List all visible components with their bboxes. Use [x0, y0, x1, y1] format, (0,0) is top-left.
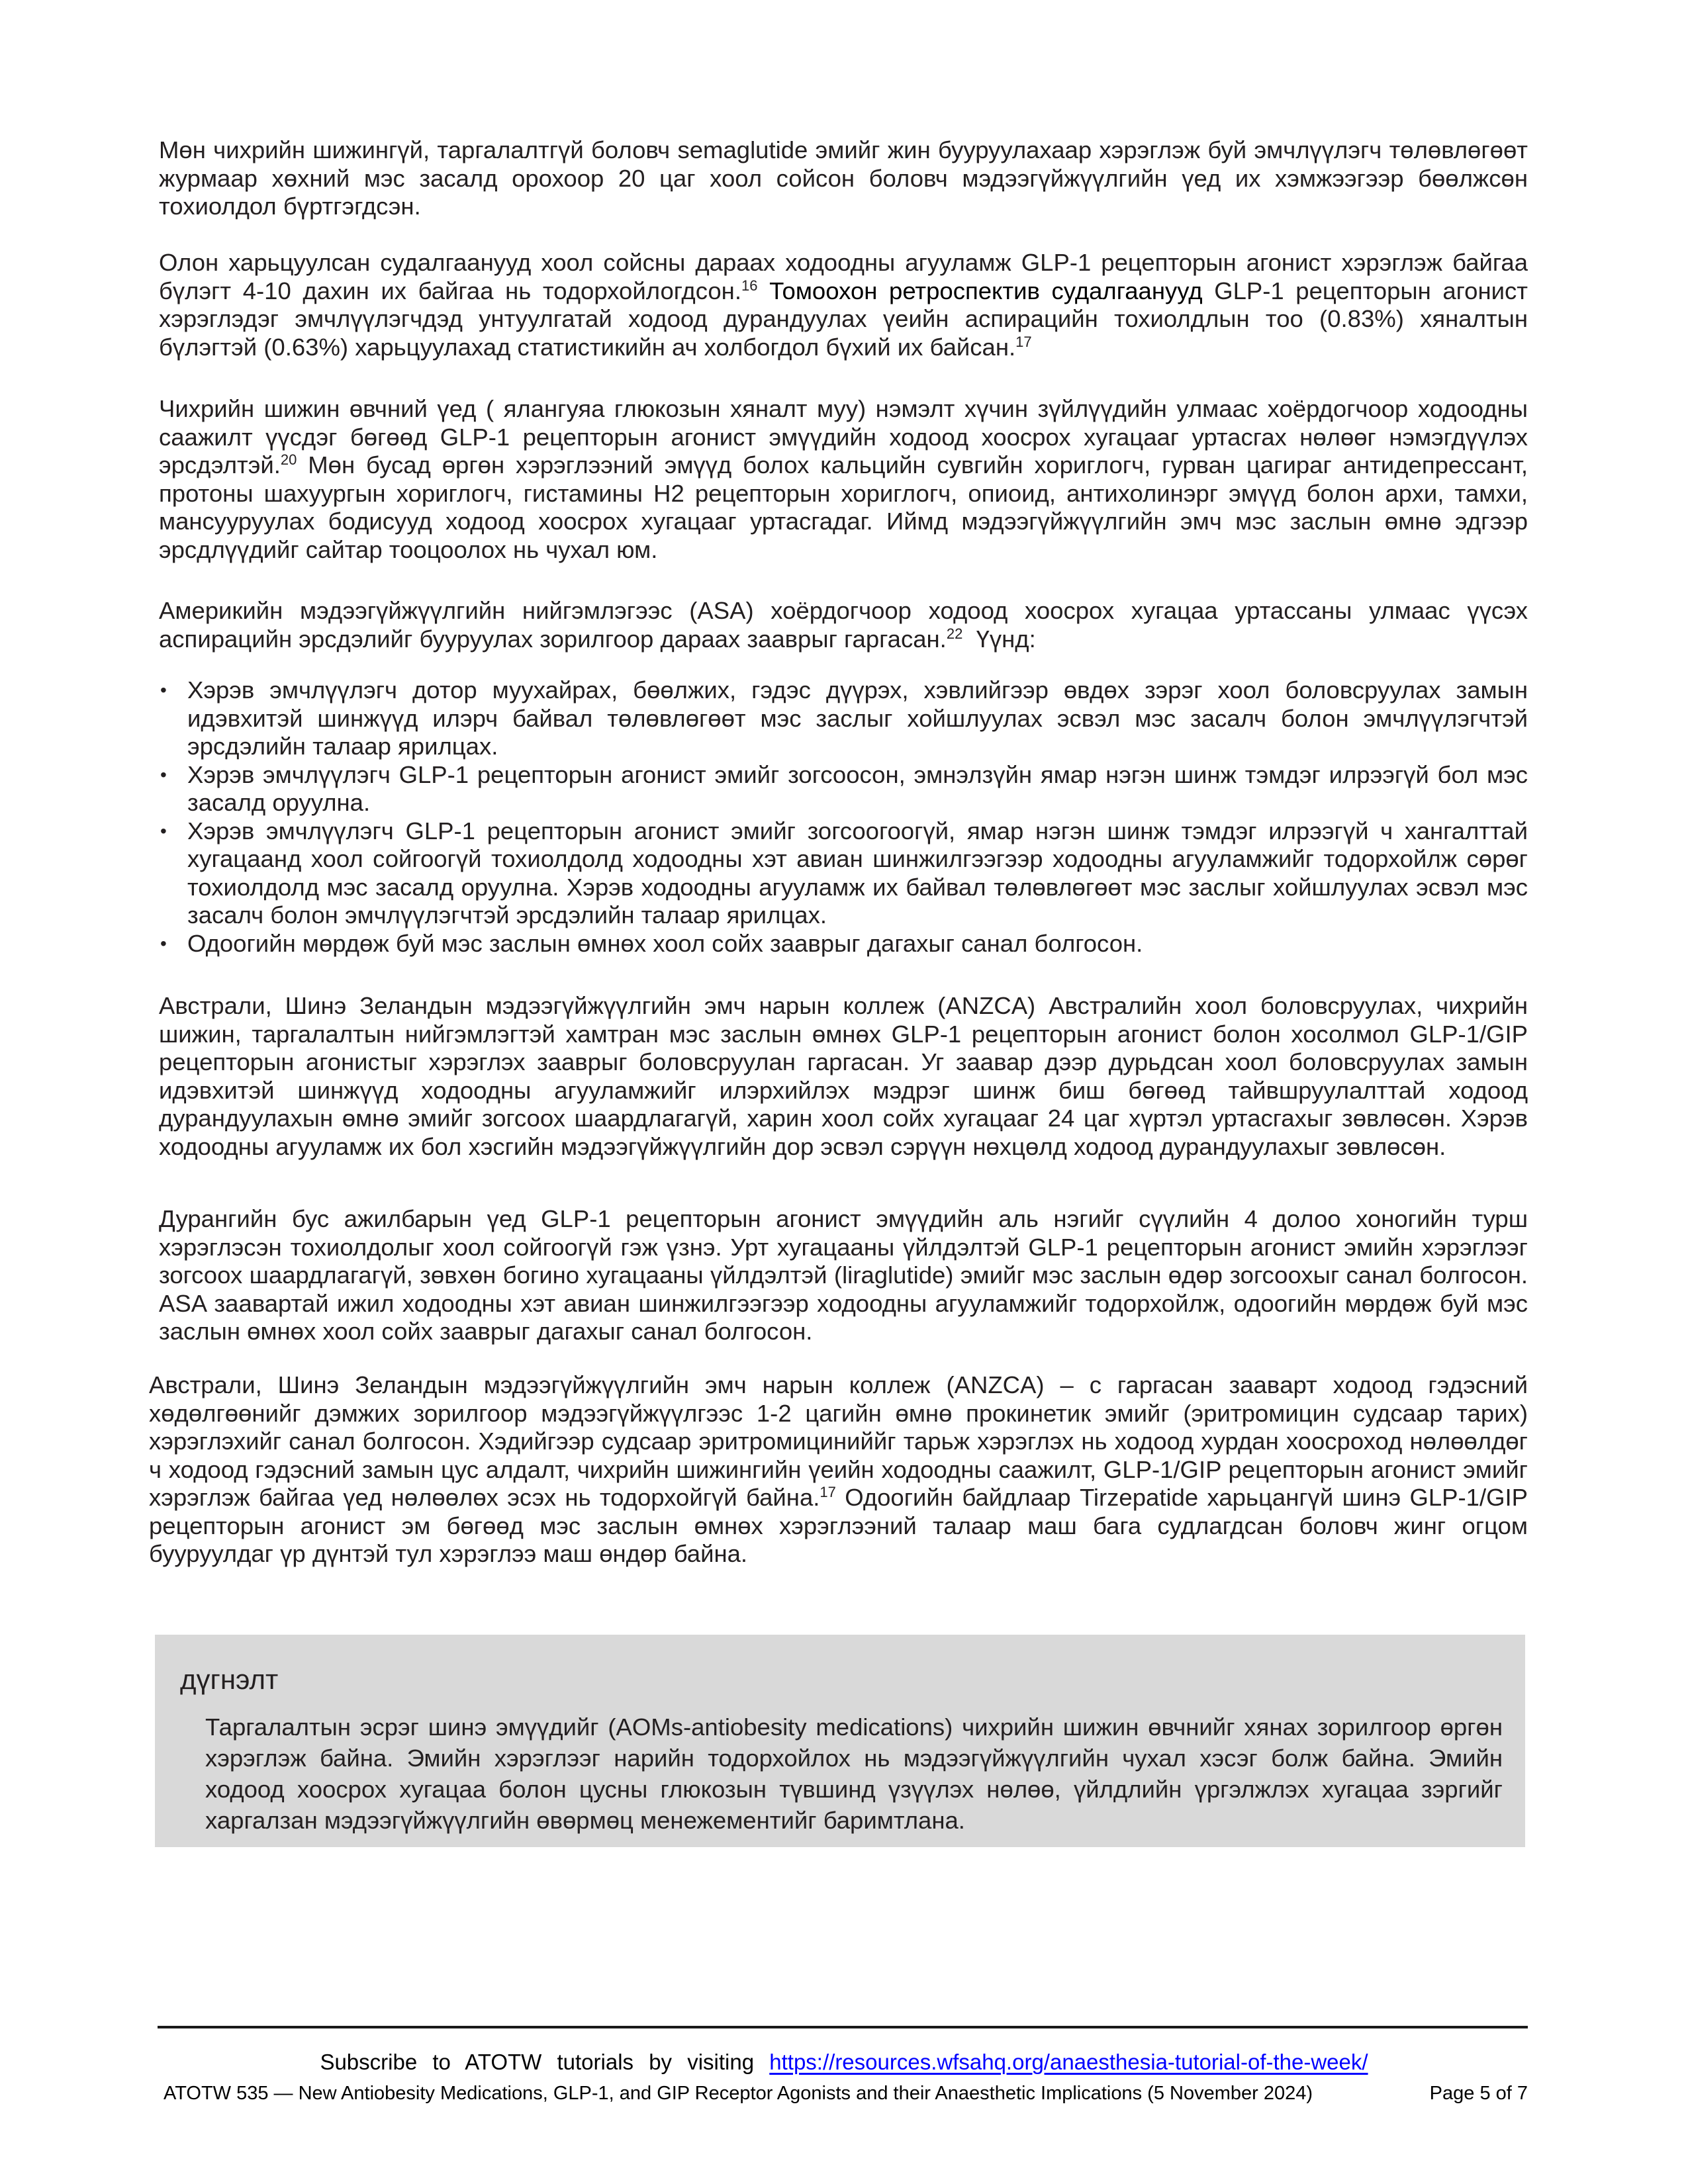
list-item-text: Хэрэв эмчлүүлэгч дотор муухайрах, бөөлжих, гэдэс дүүрэх, хэвлийгээр өвдөх зэрэг хоол боловсруулах замын идэвхитэй шинжүүд илэрч байвал төлөвлөгөөт мэс заслыг хойшлуулах эсвэл мэс засалч болон эмчлүүлэгчтэй эрсдэлийн талаар ярилцах.	[187, 676, 1528, 760]
reference-superscript: 17	[1015, 333, 1032, 350]
paragraph-diabetes-gastroparesis	[159, 395, 1528, 564]
tutorial-link[interactable]: https://resources.wfsahq.org/anaesthesia-tutorial-of-the-week/	[769, 2050, 1368, 2074]
list-item-text: Хэрэв эмчлүүлэгч GLP-1 рецепторын агонист эмийг зогсоосон, эмнэлзүйн ямар нэгэн шинж тэмдэг илрээгүй бол мэс засалд оруулна.	[187, 760, 1528, 816]
paragraph-text: Мөн бусад өргөн хэрэглээний эмүүд болох кальцийн сувгийн хориглогч, гурван цагираг антидепрессант, протоны шахуургын хориглогч, гистамины H2 рецепторын хориглогч, опиоид, антихолинэрг эмүүд болон архи, тамхи, мансууруулах бодисууд ходоод хоосрох хугацааг уртасгадаг. Иймд мэдээгүйжүүлгийн эмч мэс заслын өмнө эдгээр эрсдлүүдийг сайтар тооцоолох нь чухал юм.	[159, 451, 1528, 563]
paragraph-text: Дурангийн бус ажилбарын үед GLP-1 рецепторын агонист эмүүдийн аль нэгийг сүүлийн 4 долоо хоногийн турш хэрэглэсэн тохиолдолыг хоол сойгоогүй гэж үзнэ. Урт хугацааны үйлдэлтэй GLP-1 рецепторын агонист эмийн хэрэглээг зогсоох шаардлагагүй, зөвхөн богино хугацааны үйлдэлтэй (liraglutide) эмийг мэс заслын өдөр зогсоохыг санал болгосон. ASA заавартай ижил ходоодны хэт авиан шинжилгээгээр ходоодны агууламжийг тодорхойлж, одоогийн мөрдөж буй мэс заслын өмнөх хоол сойх зааврыг дагахыг санал болгосон.	[159, 1205, 1528, 1345]
footer-divider	[158, 2026, 1528, 2028]
paragraph-text: Австрали, Шинэ Зеландын мэдээгүйжүүлгийн эмч нарын коллеж (ANZCA) Австралийн хоол боловсруулах, чихрийн шижин, таргалалтын нийгэмлэгтэй хамтран мэс заслын өмнөх GLP-1 рецепторын агонист болон хосолмол GLP-1/GIP рецепторын агонистыг хэрэглэх зааврыг боловсруулан гаргасан. Уг заавар дээр дурьдсан хоол боловсруулах замын идэвхитэй шинжүүд ходоодны агууламжийг илэрхийлэх мэдрэг шинж биш бөгөөд тайвшруулалттай ходоод дурандуулахын өмнө эмийг зогсоох шаардлагагүй, харин хоол сойх хугацааг 24 цаг хүртэл уртасгахыг зөвлөсөн. Хэрэв ходоодны агууламж их бол хэсгийн мэдээгүйжүүлгийн дор эсвэл сэрүүн нөхцөлд ходоод дурандуулахыг зөвлөсөн.	[159, 992, 1528, 1160]
bullet-icon: •	[160, 764, 167, 785]
citation-text: ATOTW 535 — New Antiobesity Medications, GLP-1, and GIP Receptor Agonists and their Anaesthetic Implications (5 November 2024)	[164, 2083, 1313, 2104]
reference-superscript: 20	[280, 451, 297, 468]
list-item-text: Хэрэв эмчлүүлэгч GLP-1 рецепторын агонист эмийг зогсоогоогүй, ямар нэгэн шинж тэмдэг илрээгүй ч хангалттай хугацаанд хоол сойгоогүй тохиолдолд ходоодны хэт авиан шинжилгээгээр ходоодны агууламжийг тодорхойлж сөрөг тохиолдолд мэс засалд оруулна. Хэрэв ходоодны агууламж их байвал төлөвлөгөөт мэс заслыг хойшлуулах эсвэл мэс засалч болон эмчлүүлэгчтэй эрсдэлийн талаар ярилцах.	[187, 817, 1528, 929]
paragraph-text: Чихрийн шижин өвчний үед ( ялангуяа глюкозын хяналт муу) нэмэлт хүчин зүйлүүдийн улмаас хоёрдогчоор ходоодны саажилт үүсдэг бөгөөд GLP-1 рецепторын агонист эмүүдийн ходоод хоосрох хугацааг уртасгах нөлөөг нэмэгдүүлэх эрсдэлтэй.	[159, 395, 1528, 478]
paragraph-anzca-guidance	[159, 992, 1528, 1161]
footer-subscribe	[0, 2049, 1688, 2075]
reference-superscript: 22	[946, 625, 963, 642]
reference-superscript: 16	[741, 277, 758, 294]
bullet-icon: •	[160, 680, 167, 700]
paragraph-gastric-content-studies	[159, 249, 1528, 361]
paragraph-text: Олон харьцуулсан судалгаанууд хоол сойсны дараах ходоодны агууламж GLP-1 рецепторын агонист хэрэглэж байгаа бүлэгт 4-10 дахин их байгаа нь тодорхойлогдсон.	[159, 249, 1528, 304]
bullet-icon: •	[160, 820, 167, 841]
paragraph-text: Үүнд:	[962, 625, 1036, 653]
conclusion-box	[155, 1635, 1525, 1847]
paragraph-text: Америкийн мэдээгүйжүүлгийн нийгэмлэгээс (ASA) хоёрдогчоор ходоод хоосрох хугацаа уртассаны улмаас үүсэх аспирацийн эрсдэлийг бууруулах зорилгоор дараах зааврыг гаргасан.	[159, 597, 1528, 653]
paragraph-non-endoscopic	[159, 1205, 1528, 1346]
list-item	[159, 930, 1528, 958]
list-item	[159, 761, 1528, 817]
page-number: Page 5 of 7	[1429, 2083, 1528, 2104]
emphasis-text: Томоохон ретроспектив судалгаанууд	[757, 277, 1203, 304]
list-item-text: Одоогийн мөрдөж буй мэс заслын өмнөх хоол сойх зааврыг дагахыг санал болгосон.	[187, 929, 1143, 957]
list-item	[159, 676, 1528, 761]
paragraph-text: Мөн чихрийн шижингүй, таргалалтгүй боловч semaglutide эмийг жин бууруулахаар хэрэглэж буй эмчлүүлэгч төлөвлөгөөт журмаар хөхний мэс засалд орохоор 20 цаг хоол сойсон боловч мэдээгүйжүүлгийн үед их хэмжээгээр бөөлжсөн тохиолдол бүртгэгдсэн.	[159, 136, 1528, 220]
paragraph-text: Австрали, Шинэ Зеландын мэдээгүйжүүлгийн эмч нарын коллеж (ANZCA) – с гаргасан заавaрт ходоод гэдэсний хөдөлгөөнийг дэмжих зорилгоор мэдээгүйжүүлгээс 1-2 цагийн өмнө прокинетик эмийг (эритромицин судсаар тарих) хэрэглэхийг санал болгосон. Хэдийгээр судсаар эритромициниййг тарьж хэрэглэх нь ходоод хурдан хоосроход нөлөөлдөг ч ходоод гэдэсний замын цус алдалт, чихрийн шижингийн үеийн ходоодны саажилт, GLP-1/GIP рецепторын агонист эмийг хэрэглэж байгаа үед нөлөөлөх эсэх нь тодорхойгүй байна.	[149, 1371, 1528, 1511]
conclusion-text: Таргалалтын эсрэг шинэ эмүүдийг (AOMs-antiobesity medications) чихрийн шижин өвчнийг хянах зорилгоор өргөн хэрэглэж байна. Эмийн хэрэглээг нарийн тодорхойлох нь мэдээгүйжүүлгийн чухал хэсэг болж байна. Эмийн ходоод хоосрох хугацаа болон цусны глюкозын түвшинд үзүүлэх нөлөө, үйлдлийн үргэлжлэх хугацаа зэргийг харгалзан мэдээгүйжүүлгийн өвөрмөц менежементийг баримтлана.	[205, 1713, 1503, 1834]
paragraph-text: Одоогийн байдлаар Tirzepatide харьцангүй шинэ GLP-1/GIP рецепторын агонист эм бөгөөд мэс заслын өмнөх хэрэглээний талаар маш бага судлагдсан боловч жинг огцом бууруулдаг үр дүнтэй тул хэрэглээ маш өндөр байна.	[149, 1484, 1528, 1567]
paragraph-semaglutide-case	[159, 136, 1528, 221]
bullet-icon: •	[160, 933, 167, 954]
paragraph-prokinetic-tirzepatide	[149, 1371, 1528, 1569]
reference-superscript: 17	[820, 1483, 836, 1500]
conclusion-heading: дүгнэлт	[180, 1664, 279, 1695]
paragraph-text: GLP-1 рецепторын агонист хэрэглэдэг эмчлүүлэгчдэд унтуулгатай ходоод дурандуулах үеийн аспирацийн тохиолдлын тоо (0.83%) хяналтын бүлэгтэй (0.63%) харьцуулахад статистикийн ач холбогдол бүхий их байсан.	[159, 277, 1528, 361]
list-item	[159, 817, 1528, 930]
subscribe-text: Subscribe to ATOTW tutorials by visiting	[320, 2050, 755, 2074]
footer-citation	[164, 2081, 1528, 2105]
asa-recommendations-list	[159, 676, 1528, 958]
paragraph-asa-guidance	[159, 597, 1528, 653]
